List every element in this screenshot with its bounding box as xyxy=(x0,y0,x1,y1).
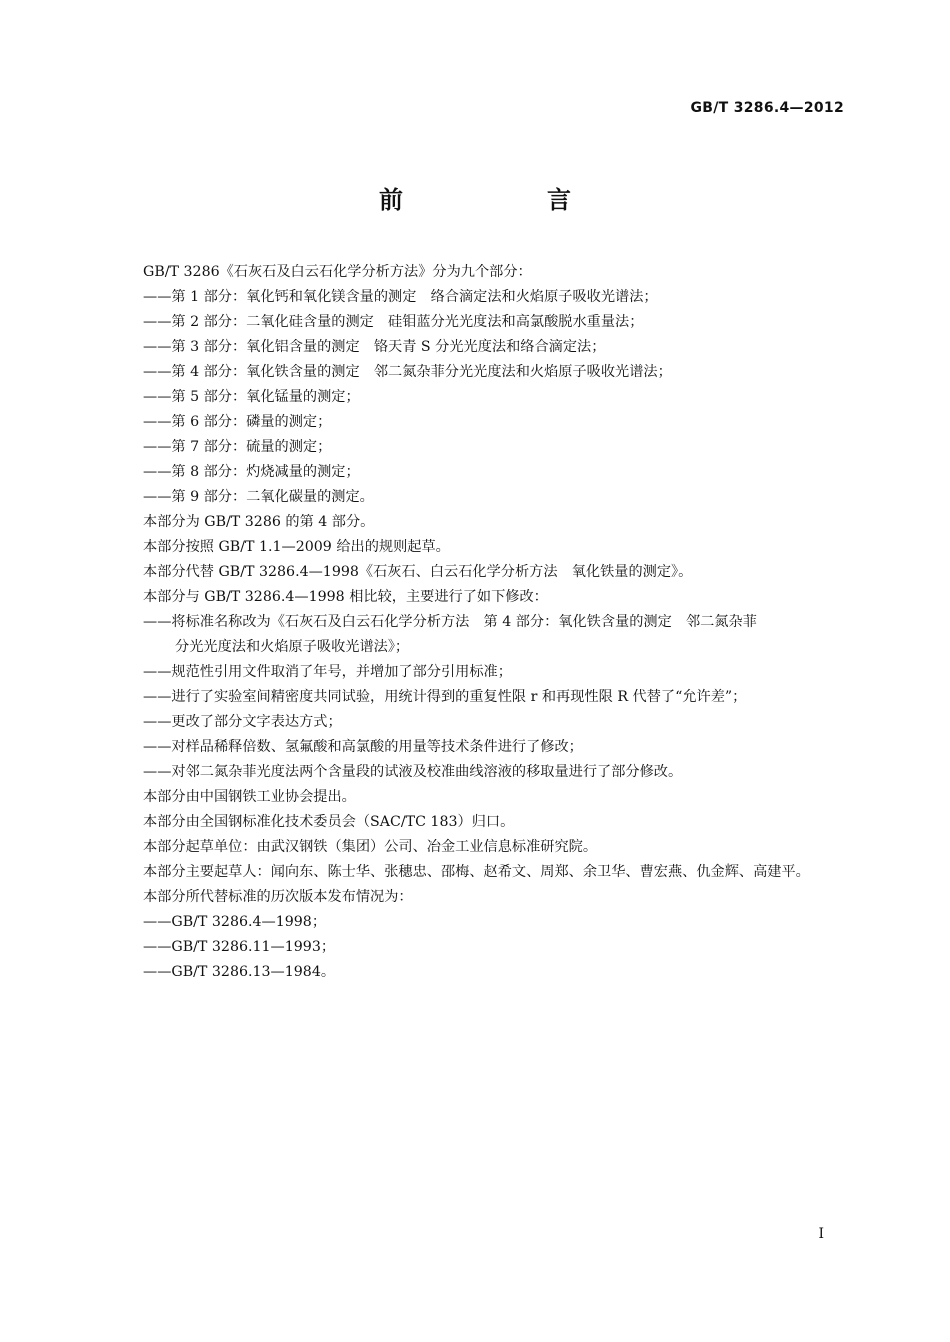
list-item: ——对邻二氮杂菲光度法两个含量段的试液及校准曲线溶液的移取量进行了部分修改。 xyxy=(143,764,683,780)
list-item: ——进行了实验室间精密度共同试验，用统计得到的重复性限 r 和再现性限 R 代替了“允许差”； xyxy=(143,689,747,705)
paragraph: 本部分按照 GB/T 1.1—2009 给出的规则起草。 xyxy=(143,539,450,555)
list-item: ——规范性引用文件取消了年号，并增加了部分引用标准； xyxy=(143,664,512,680)
list-item: ——第 8 部分：灼烧减量的测定； xyxy=(143,464,360,480)
page-title: 前 言 xyxy=(379,186,631,214)
list-item: ——对样品稀释倍数、氢氟酸和高氯酸的用量等技术条件进行了修改； xyxy=(143,739,583,755)
paragraph: 本部分所代替标准的历次版本发布情况为： xyxy=(143,889,413,905)
list-item: ——GB/T 3286.13—1984。 xyxy=(143,964,336,980)
list-item: ——第 4 部分：氧化铁含量的测定 邻二氮杂菲分光光度法和火焰原子吸收光谱法； xyxy=(143,364,672,380)
paragraph: 本部分与 GB/T 3286.4—1998 相比较，主要进行了如下修改： xyxy=(143,589,548,605)
list-item: ——更改了部分文字表达方式； xyxy=(143,714,342,730)
standard-code: GB/T 3286.4—2012 xyxy=(690,100,844,116)
list-item-wrapped xyxy=(0,610,845,660)
list-item: ——第 6 部分：磷量的测定； xyxy=(143,414,332,430)
paragraph: 本部分主要起草人：闻向东、陈士华、张穗忠、邵梅、赵希文、周郑、余卫华、曹宏燕、仇金辉、高建平。 xyxy=(143,864,810,880)
paragraph: 本部分由全国钢标准化技术委员会（SAC/TC 183）归口。 xyxy=(143,814,515,830)
paragraph: 本部分由中国钢铁工业协会提出。 xyxy=(143,789,356,805)
list-item: ——GB/T 3286.4—1998； xyxy=(143,914,327,930)
list-item-continuation: 分光光度法和火焰原子吸收光谱法》； xyxy=(175,639,410,655)
list-item: ——第 7 部分：硫量的测定； xyxy=(143,439,332,455)
paragraph: GB/T 3286《石灰石及白云石化学分析方法》分为九个部分： xyxy=(143,264,532,280)
paragraph: 本部分为 GB/T 3286 的第 4 部分。 xyxy=(143,514,375,530)
list-item-line: ——将标准名称改为《石灰石及白云石化学分析方法 第 4 部分：氧化铁含量的测定 邻二氮杂菲 xyxy=(143,614,757,630)
document-body xyxy=(0,260,950,985)
list-item: ——第 5 部分：氧化锰量的测定； xyxy=(143,389,360,405)
paragraph: 本部分起草单位：由武汉钢铁（集团）公司、冶金工业信息标准研究院。 xyxy=(143,839,598,855)
paragraph: 本部分代替 GB/T 3286.4—1998《石灰石、白云石化学分析方法 氧化铁量的测定》。 xyxy=(143,564,693,580)
list-item: ——第 2 部分：二氧化硅含量的测定 硅钼蓝分光光度法和高氯酸脱水重量法； xyxy=(143,314,644,330)
page-number: I xyxy=(818,1226,824,1242)
list-item: ——第 9 部分：二氧化碳量的测定。 xyxy=(143,489,374,505)
list-item: ——第 1 部分：氧化钙和氧化镁含量的测定 络合滴定法和火焰原子吸收光谱法； xyxy=(143,289,658,305)
list-item: ——第 3 部分：氧化铝含量的测定 铬天青 S 分光光度法和络合滴定法； xyxy=(143,339,606,355)
list-item: ——GB/T 3286.11—1993； xyxy=(143,939,336,955)
